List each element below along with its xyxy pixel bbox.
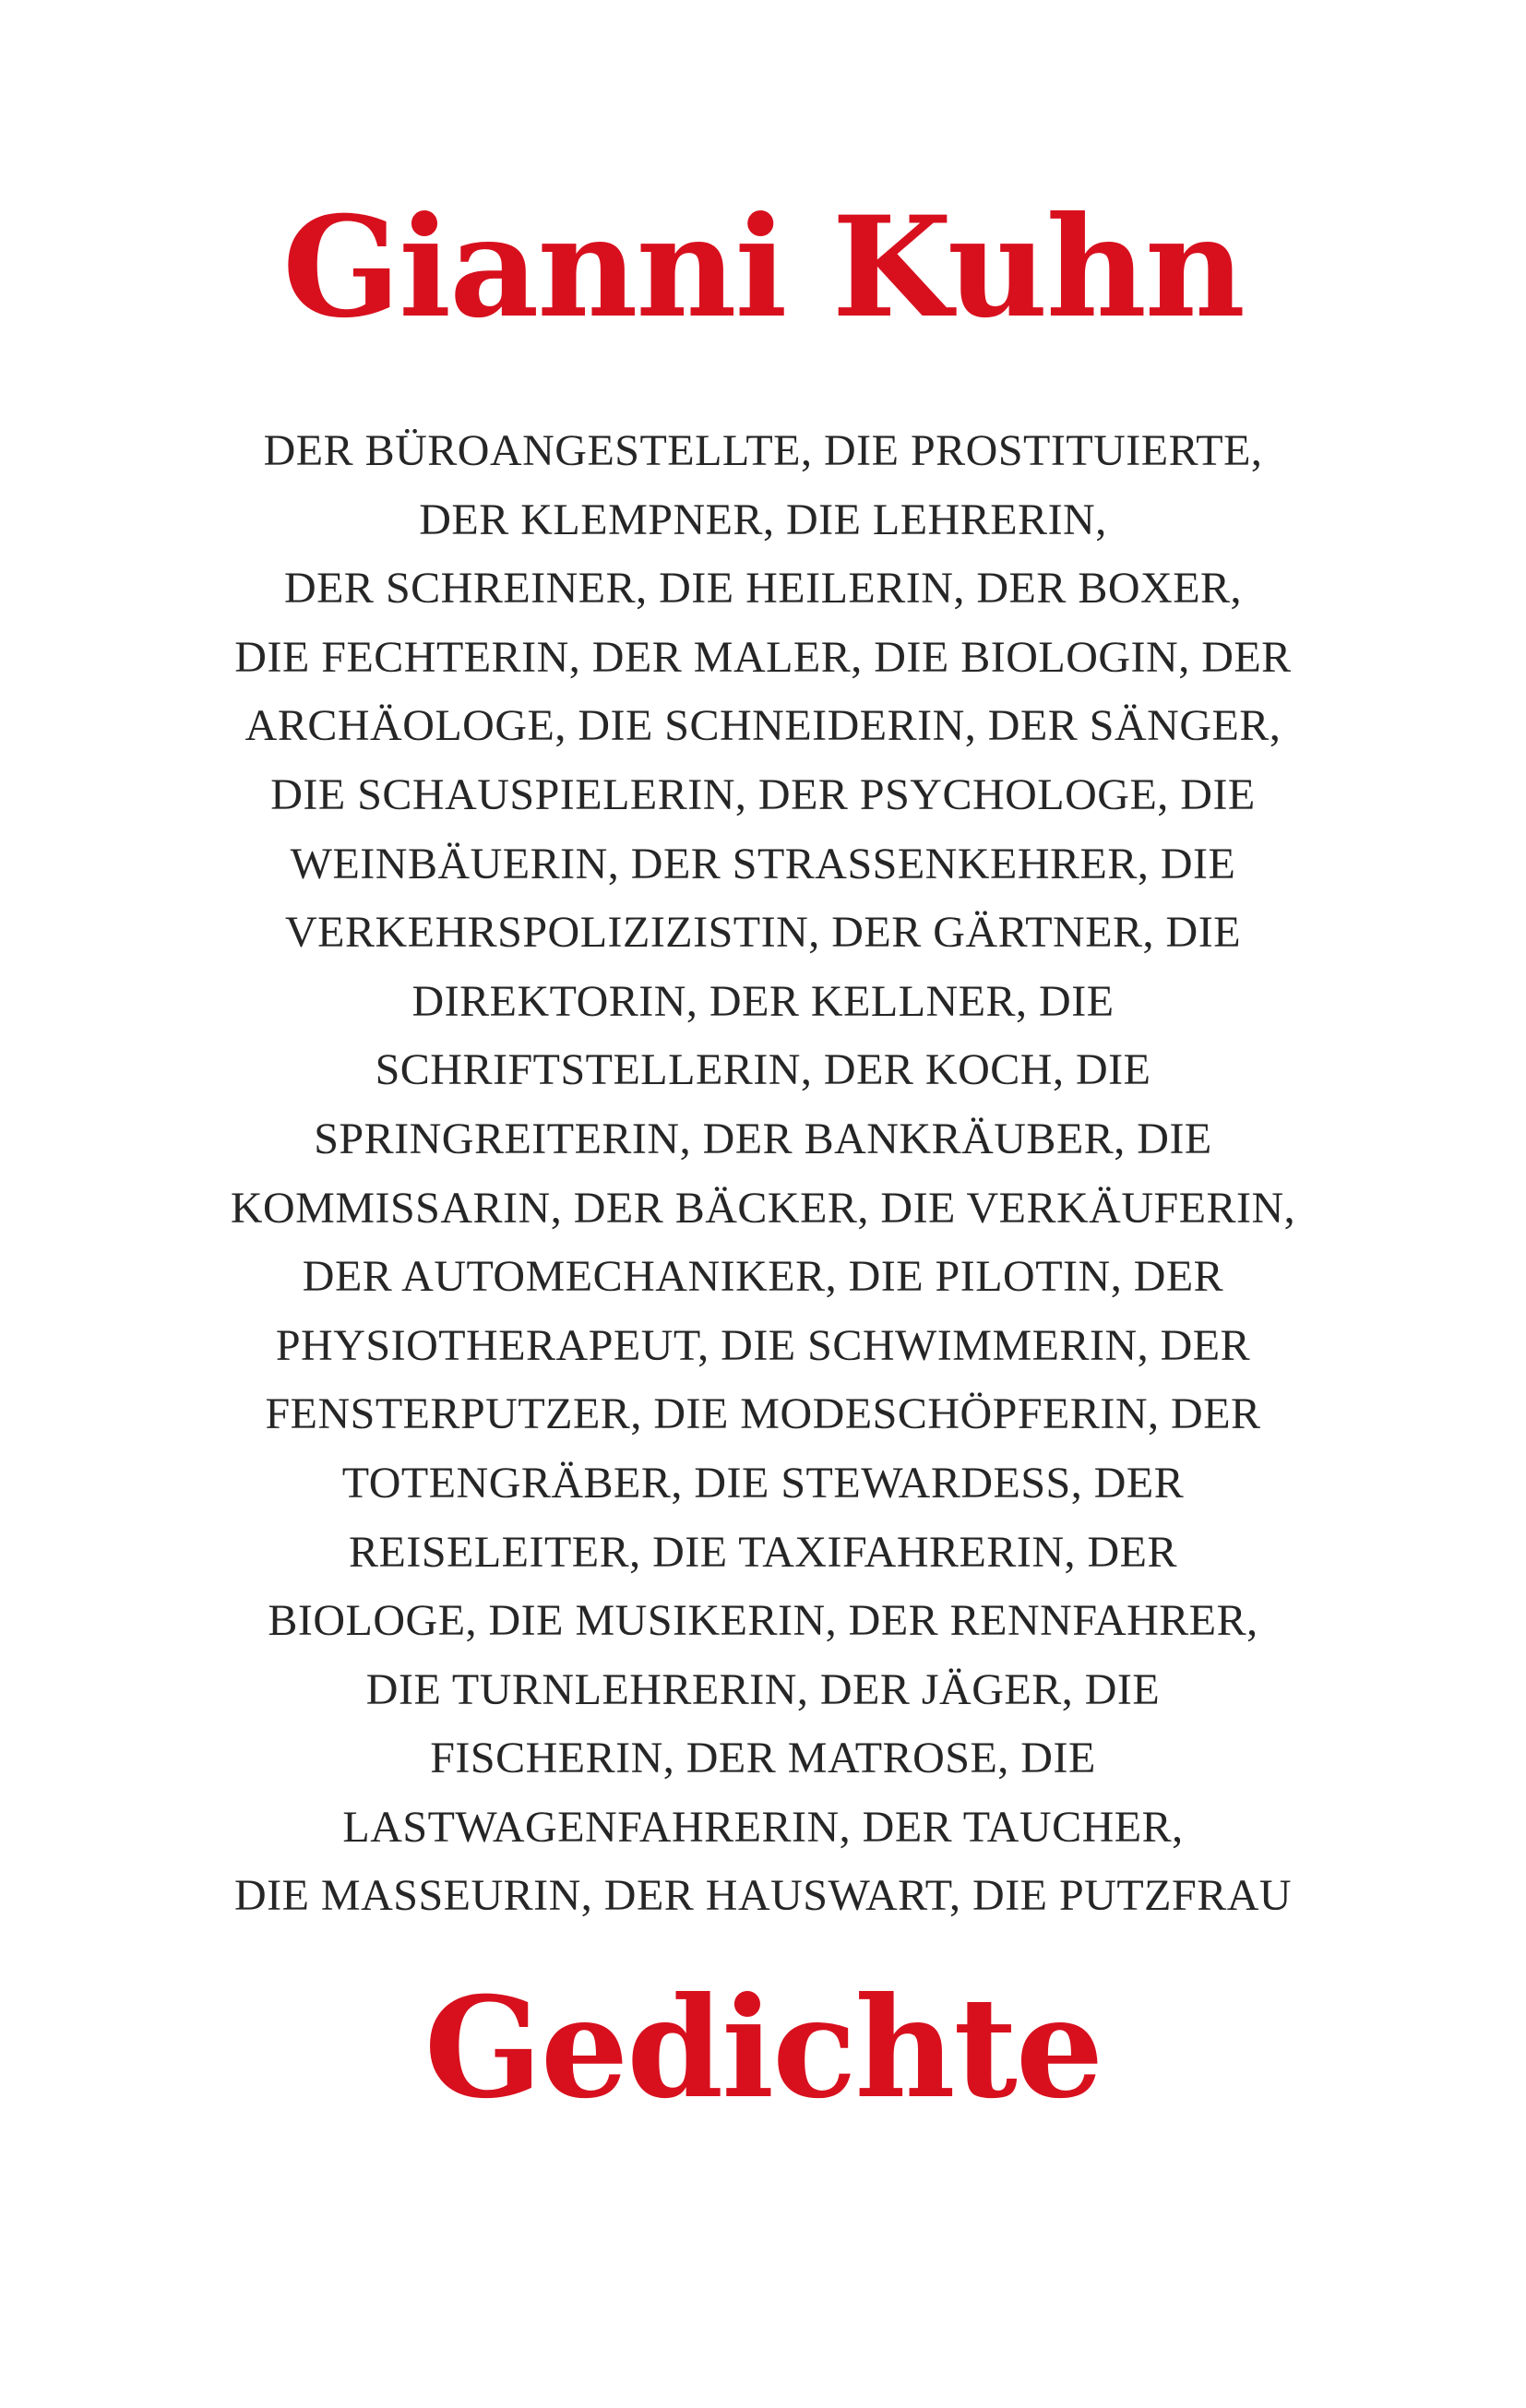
occupation-list-line: FISCHERIN, DER MATROSE, DIE [430, 1734, 1096, 1783]
book-subtitle: Gedichte [423, 1967, 1103, 2129]
author-name: Gianni Kuhn [282, 186, 1244, 349]
occupation-list-line: ARCHÄOLOGE, DIE SCHNEIDERIN, DER SÄNGER, [244, 701, 1282, 751]
occupation-list [166, 417, 1360, 1931]
occupation-list-line: DER KLEMPNER, DIE LEHRERIN, [419, 495, 1107, 544]
occupation-list-line: VERKEHRSPOLIZIZISTIN, DER GÄRTNER, DIE [284, 908, 1242, 958]
occupation-list-line: REISELEITER, DIE TAXIFAHRERIN, DER [349, 1527, 1177, 1577]
occupation-list-line: WEINBÄUERIN, DER STRASSENKEHRER, DIE [290, 839, 1236, 888]
occupation-list-line: DIREKTORIN, DER KELLNER, DIE [411, 976, 1115, 1026]
occupation-list-line: LASTWAGENFAHRERIN, DER TAUCHER, [342, 1802, 1184, 1852]
occupation-list-line: DIE MASSEURIN, DER HAUSWART, DIE PUTZFRAU [233, 1871, 1293, 1921]
occupation-list-line: BIOLOGE, DIE MUSIKERIN, DER RENNFAHRER, [268, 1596, 1258, 1646]
occupation-list-line: DER SCHREINER, DIE HEILERIN, DER BOXER, [283, 564, 1243, 614]
occupation-list-line: KOMMISSARIN, DER BÄCKER, DIE VERKÄUFERIN, [230, 1183, 1296, 1233]
occupation-list-line: FENSTERPUTZER, DIE MODESCHÖPFERIN, DER [265, 1389, 1261, 1439]
occupation-list-line: DER AUTOMECHANIKER, DIE PILOTIN, DER [302, 1252, 1224, 1302]
occupation-list-line: SPRINGREITERIN, DER BANKRÄUBER, DIE [314, 1114, 1212, 1163]
occupation-list-line: DIE SCHAUSPIELERIN, DER PSYCHOLOGE, DIE [270, 769, 1256, 819]
occupation-list-line: DIE TURNLEHRERIN, DER JÄGER, DIE [365, 1664, 1161, 1714]
occupation-list-line: DIE FECHTERIN, DER MALER, DIE BIOLOGIN, DER [234, 632, 1292, 682]
occupation-list-line: DER BÜROANGESTELLTE, DIE PROSTITUIERTE, [263, 426, 1263, 475]
occupation-list-line: SCHRIFTSTELLERIN, DER KOCH, DIE [375, 1045, 1151, 1095]
occupation-list-line: PHYSIOTHERAPEUT, DIE SCHWIMMERIN, DER [275, 1320, 1251, 1370]
occupation-list-line: TOTENGRÄBER, DIE STEWARDESS, DER [341, 1458, 1185, 1508]
